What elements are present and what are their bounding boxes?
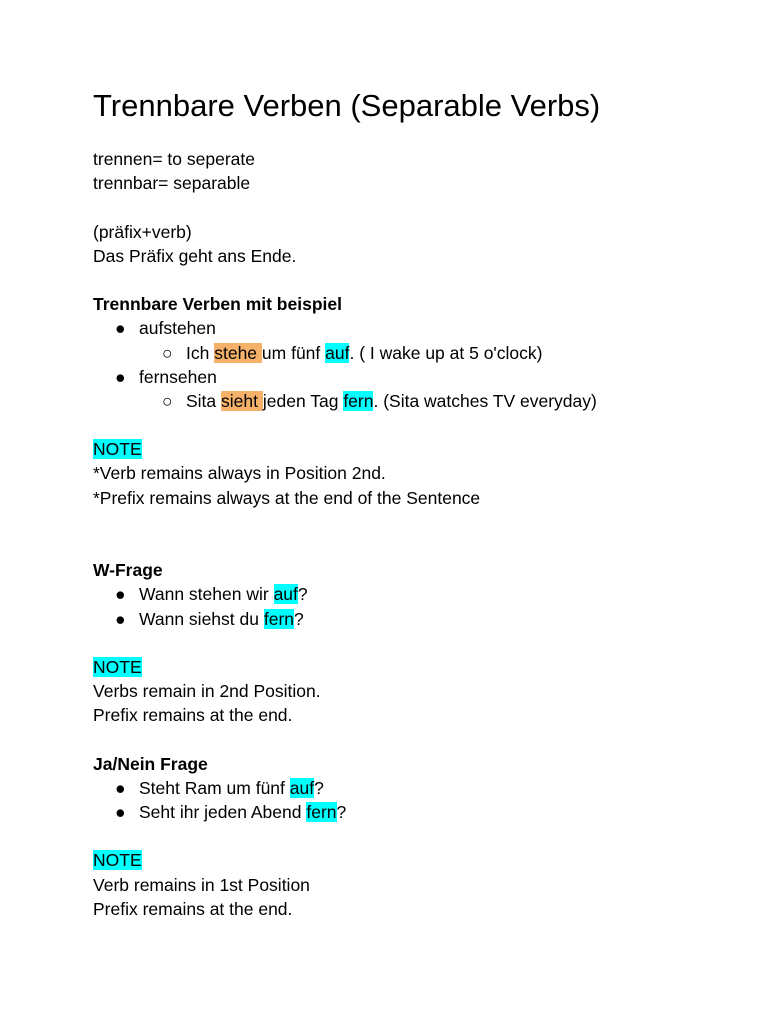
question-list-item xyxy=(93,800,753,824)
note-label-line xyxy=(93,848,753,872)
prefix-highlight: fern xyxy=(263,608,294,629)
question-text: ? xyxy=(297,584,308,605)
bullet-icon: ● xyxy=(115,366,126,387)
circle-bullet-icon: ○ xyxy=(162,342,173,363)
formula-line: (präfix+verb) xyxy=(93,221,192,242)
question-text: Wann siehst du xyxy=(139,608,264,629)
question-text: ? xyxy=(314,777,324,798)
blank-line xyxy=(93,413,753,437)
verb-name: aufstehen xyxy=(139,318,216,339)
janein-heading: Ja/Nein Frage xyxy=(93,753,208,774)
sentence-text: um fünf xyxy=(261,342,326,363)
examples-heading: Trennbare Verben mit beispiel xyxy=(93,294,342,315)
blank-line xyxy=(93,824,753,848)
blank-line xyxy=(93,195,753,219)
bullet-icon: ● xyxy=(115,777,126,798)
note-text: *Prefix remains always at the end of the Sentence xyxy=(93,487,481,508)
sentence-text: . (Sita watches TV everyday) xyxy=(373,390,597,411)
blank-line xyxy=(93,631,753,655)
page-title: Trennbare Verben (Separable Verbs) xyxy=(93,88,601,123)
note-text: Prefix remains at the end. xyxy=(93,705,293,726)
note-text: Prefix remains at the end. xyxy=(93,898,293,919)
sentence-text: . ( I wake up at 5 o'clock) xyxy=(349,342,543,363)
verb-list-item xyxy=(93,316,753,340)
sentence-text: jeden Tag xyxy=(262,390,344,411)
circle-bullet-icon: ○ xyxy=(162,390,173,411)
definition-line: trennbar= separable xyxy=(93,173,251,194)
example-sentence xyxy=(93,341,753,365)
blank-line xyxy=(93,728,753,752)
question-text: Seht ihr jeden Abend xyxy=(139,802,307,823)
note-label-line xyxy=(93,437,753,461)
note-label-line xyxy=(93,655,753,679)
prefix-highlight: fern xyxy=(343,390,374,411)
note-label: NOTE xyxy=(93,850,142,871)
document-page xyxy=(93,86,753,921)
prefix-highlight: fern xyxy=(306,802,337,823)
note-text: Verb remains in 1st Position xyxy=(93,874,310,895)
verb-highlight: sieht xyxy=(221,390,263,411)
definition-line: trennen= to seperate xyxy=(93,149,255,169)
prefix-highlight: auf xyxy=(273,584,298,605)
note-label: NOTE xyxy=(93,656,142,677)
sentence-text: Ich xyxy=(186,342,215,363)
wfrage-heading: W-Frage xyxy=(93,560,163,581)
example-sentence xyxy=(93,389,753,413)
blank-line xyxy=(93,510,753,534)
bullet-icon: ● xyxy=(115,802,126,823)
question-list-item xyxy=(93,607,753,631)
question-text: ? xyxy=(294,608,304,629)
verb-name: fernsehen xyxy=(139,366,217,387)
note-text: Verbs remain in 2nd Position. xyxy=(93,681,321,702)
bullet-icon: ● xyxy=(115,608,126,629)
question-list-item xyxy=(93,582,753,606)
blank-line xyxy=(93,268,753,292)
note-text: *Verb remains always in Position 2nd. xyxy=(93,463,386,484)
bullet-icon: ● xyxy=(115,584,126,605)
question-text: Wann stehen wir xyxy=(139,584,274,605)
blank-line xyxy=(93,534,753,558)
verb-highlight: stehe xyxy=(214,342,262,363)
formula-note-line: Das Präfix geht ans Ende. xyxy=(93,245,297,266)
note-label: NOTE xyxy=(93,439,142,460)
prefix-highlight: auf xyxy=(289,777,315,798)
bullet-icon: ● xyxy=(115,318,126,339)
verb-list-item xyxy=(93,365,753,389)
prefix-highlight: auf xyxy=(325,342,350,363)
question-text: ? xyxy=(336,802,347,823)
question-list-item xyxy=(93,776,753,800)
question-text: Steht Ram um fünf xyxy=(139,777,290,798)
sentence-text: Sita xyxy=(186,390,222,411)
